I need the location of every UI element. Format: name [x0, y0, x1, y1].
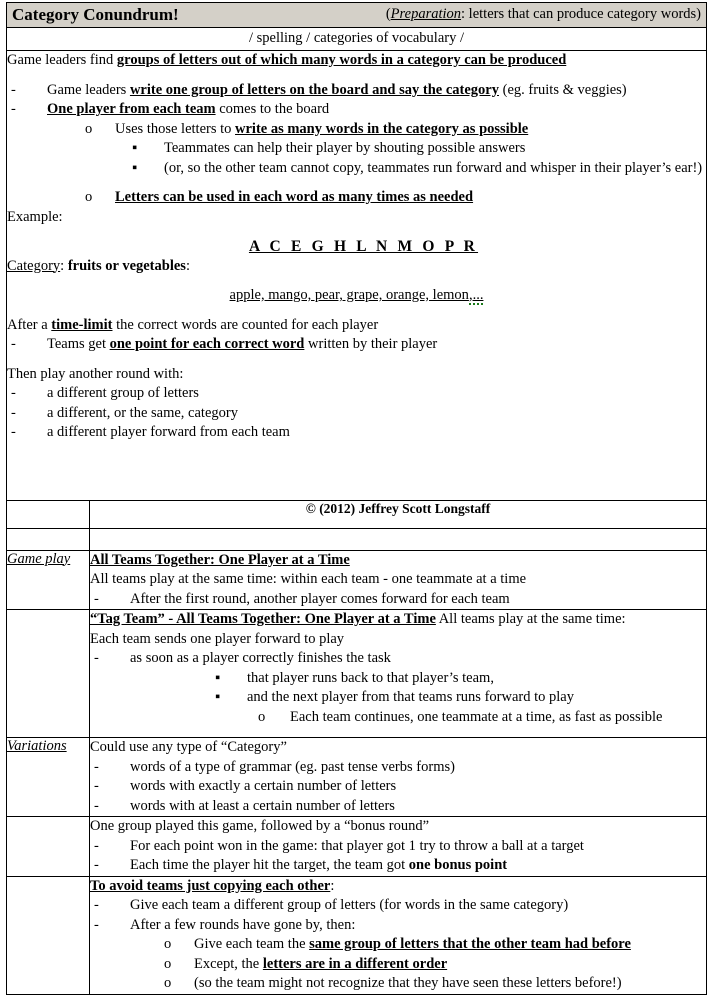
intro-prefix: Game leaders find [7, 52, 117, 68]
body-cell [7, 51, 707, 501]
dash-marker: - [94, 758, 99, 775]
separator-left-cell [7, 528, 90, 550]
bullet-text: Teammates can help their player by shouting possible answers [164, 140, 526, 156]
bullet-text: After a few rounds have gone by, then: [130, 916, 356, 933]
copyright-row [7, 500, 707, 528]
tags-line: / spelling / categories of vocabulary / [248, 30, 464, 46]
copyright-cell [90, 500, 707, 528]
section-content-variations [90, 738, 707, 817]
dash-marker: - [94, 650, 99, 666]
page-title: Category Conundrum! [12, 4, 179, 24]
bullet-text: words of a type of grammar (eg. past tense verbs forms) [130, 758, 455, 775]
b3-emphasis: write as many words in the category as possible [235, 120, 529, 137]
section-heading: “Tag Team” - All Teams Together: One Player at a Time [90, 611, 436, 627]
bonus-emphasis: one bonus point [408, 857, 508, 873]
square-marker: ▪ [215, 669, 221, 686]
dash-marker: - [94, 857, 99, 873]
time-limit-line [7, 316, 706, 336]
bullet-round-category [7, 404, 706, 424]
section-row-avoid-copying [7, 876, 707, 994]
bullet-uses-letters [7, 120, 706, 140]
bullet-text: Each team continues, one teammate at a time, as fast as possible [290, 708, 663, 725]
spacer [7, 227, 706, 237]
copyright-text: (2012) Jeffrey Scott Longstaff [315, 500, 491, 516]
section-label-game-play: Game play [7, 550, 90, 610]
bullet-text: Give each team a different group of letters (for words in the same category) [130, 897, 569, 913]
header-row [7, 3, 707, 28]
bullet-text: Letters can be used in each word as many times as needed [115, 189, 474, 205]
section-row-tag-team [7, 610, 707, 738]
bullet-text [47, 100, 706, 120]
example-words-ellipsis: ,... [468, 287, 484, 303]
section-content-tag-team [90, 610, 707, 738]
circle-marker: o [85, 189, 93, 205]
bullet-text: a different player forward from each team [47, 424, 290, 440]
section-content-game-play [90, 550, 707, 610]
spacer [7, 306, 706, 316]
preparation-label: Preparation [390, 6, 462, 22]
bullet-game-leaders-write [7, 81, 706, 101]
bullet-round-player [7, 423, 706, 443]
copyright-icon: © [305, 500, 316, 516]
example-words [7, 286, 706, 306]
spacer [7, 276, 706, 286]
spacer [7, 355, 706, 365]
category-line [7, 257, 706, 277]
spacer [7, 481, 706, 500]
circle-marker: o [164, 936, 172, 952]
dash-marker: - [94, 837, 99, 854]
bullet-exactly-letters [90, 777, 706, 797]
bullet-bonus-point [90, 856, 706, 876]
bullet-at-least-letters [90, 797, 706, 817]
square-marker: ▪ [132, 140, 138, 156]
bullet-text: a different group of letters [47, 385, 199, 401]
section-row-variations [7, 738, 707, 817]
bullet-text [47, 81, 706, 101]
category-value: fruits or vegetables [67, 257, 186, 274]
section-heading-line [90, 877, 706, 897]
section-label-empty [7, 610, 90, 738]
bullet-grammar-type [90, 758, 706, 778]
then-play-line: Then play another round with: [7, 365, 184, 382]
dash-marker: - [11, 404, 16, 421]
circ2-emphasis: letters are in a different order [262, 955, 448, 972]
header-cell [7, 3, 707, 28]
category-label: Category [7, 257, 61, 274]
teams-prefix: Teams get [47, 336, 110, 352]
example-label: Example: [7, 208, 63, 225]
circ1-prefix: Give each team the [194, 936, 310, 952]
bullet-one-player [7, 100, 706, 120]
after-prefix: After a [7, 316, 52, 333]
intro-line [7, 51, 706, 71]
dash-marker: - [11, 424, 16, 440]
section-heading-line [90, 610, 706, 630]
dash-marker: - [94, 778, 99, 794]
section-line: Each team sends one player forward to play [90, 630, 345, 647]
lesson-plan-table [6, 2, 707, 995]
bullet-text [194, 955, 706, 975]
bullet-text: (so the team might not recognize that they have seen these letters before!) [194, 975, 622, 991]
section-heading-colon: : [330, 877, 335, 894]
b1-suffix: (eg. fruits & veggies) [498, 81, 627, 98]
spacer [90, 727, 706, 737]
section-content-bonus [90, 817, 707, 877]
tags-cell [7, 28, 707, 51]
category-separator: : [60, 257, 68, 274]
section-row-gameplay [7, 550, 707, 610]
time-limit-emphasis: time-limit [51, 316, 113, 333]
body-row [7, 51, 707, 501]
bullet-teammates-help [7, 139, 706, 159]
dash-marker: - [94, 590, 99, 607]
bullet-after-rounds [90, 916, 706, 936]
dash-marker: - [94, 897, 99, 913]
b3-prefix: Uses those letters to [115, 120, 236, 137]
section-label-empty [7, 817, 90, 877]
bullet-text: After the first round, another player comes forward for each team [130, 590, 510, 607]
section-line: All teams play at the same time: within each team - one teammate at a time [90, 571, 527, 587]
bullet-team-continues [90, 708, 706, 728]
separator-right-cell [90, 528, 707, 550]
section-content-avoid-copying [90, 876, 707, 994]
bullet-runs-back [90, 669, 706, 689]
bullet-text: a different, or the same, category [47, 404, 238, 421]
bullet-not-recognize [90, 974, 706, 994]
bullet-whisper [7, 159, 706, 179]
bullet-text [130, 856, 706, 876]
circ1-emphasis: same group of letters that the other team had before [309, 936, 631, 952]
spacer [7, 71, 706, 81]
bullet-round-letters [7, 384, 706, 404]
bullet-after-first-round [90, 590, 706, 610]
spacer [7, 178, 706, 188]
circle-marker: o [164, 955, 172, 972]
square-marker: ▪ [132, 159, 138, 176]
bullet-letters-reused [7, 188, 706, 208]
circle-marker: o [85, 120, 93, 137]
preparation-text: : letters that can produce category words) [461, 6, 701, 22]
teams-suffix: written by their player [304, 336, 438, 352]
after-suffix: the correct words are counted for each player [112, 316, 379, 333]
b1-emphasis: write one group of letters on the board and say the category [129, 81, 499, 98]
preparation-note [386, 6, 701, 23]
category-colon: : [185, 257, 190, 274]
bullet-text: words with at least a certain number of letters [130, 797, 395, 814]
bullet-text: as soon as a player correctly finishes the task [130, 650, 391, 666]
circle-marker: o [258, 708, 266, 725]
bullet-next-player [90, 688, 706, 708]
section-row-bonus [7, 817, 707, 877]
paren-open: ( [385, 6, 391, 22]
dash-marker: - [94, 916, 99, 933]
bullet-finishes-task [90, 649, 706, 669]
example-words-text: apple, mango, pear, grape, orange, lemon [229, 287, 469, 303]
bullet-text [194, 935, 706, 955]
section-label-empty [7, 876, 90, 994]
section-line: One group played this game, followed by a “bonus round” [90, 818, 430, 834]
spacer [7, 443, 706, 462]
bullet-throw-ball [90, 837, 706, 857]
tags-row [7, 28, 707, 51]
b1-prefix: Game leaders [47, 81, 130, 98]
b2-suffix: comes to the board [215, 101, 330, 117]
bullet-text: (or, so the other team cannot copy, teammates run forward and whisper in their player’s ear!) [164, 159, 703, 176]
bullet-text: that player runs back to that player’s team, [247, 669, 494, 686]
bullet-different-order [90, 955, 706, 975]
bullet-same-group [90, 935, 706, 955]
dash-marker: - [11, 81, 16, 98]
section-line: Could use any type of “Category” [90, 739, 287, 755]
bullet-text: words with exactly a certain number of letters [130, 778, 397, 794]
section-heading-tail: All teams play at the same time: [435, 611, 626, 627]
circle-marker: o [164, 975, 172, 991]
teams-emphasis: one point for each correct word [109, 336, 305, 352]
section-heading: All Teams Together: One Player at a Time [90, 551, 350, 568]
square-marker: ▪ [215, 689, 221, 705]
bullet-text: For each point won in the game: that player got 1 try to throw a ball at a target [130, 837, 584, 854]
separator-row [7, 528, 707, 550]
section-heading: To avoid teams just copying each other [90, 877, 331, 894]
copyright-left-cell [7, 500, 90, 528]
spacer [7, 462, 706, 481]
intro-emphasis: groups of letters out of which many words in a category can be produced [116, 52, 567, 68]
bullet-text [47, 335, 706, 355]
dash-marker: - [11, 336, 16, 352]
section-label-variations: Variations [7, 738, 90, 817]
bullet-text [115, 120, 706, 140]
bonus-prefix: Each time the player hit the target, the team got [130, 857, 409, 873]
example-letters: A C E G H L N M O P R [248, 238, 479, 255]
dash-marker: - [94, 797, 99, 814]
dash-marker: - [11, 385, 16, 401]
bullet-one-point [7, 335, 706, 355]
dash-marker: - [11, 101, 16, 117]
b2-emphasis: One player from each team [47, 101, 216, 117]
bullet-different-letters [90, 896, 706, 916]
bullet-text: and the next player from that teams runs forward to play [247, 689, 574, 705]
circ2-prefix: Except, the [194, 955, 263, 972]
